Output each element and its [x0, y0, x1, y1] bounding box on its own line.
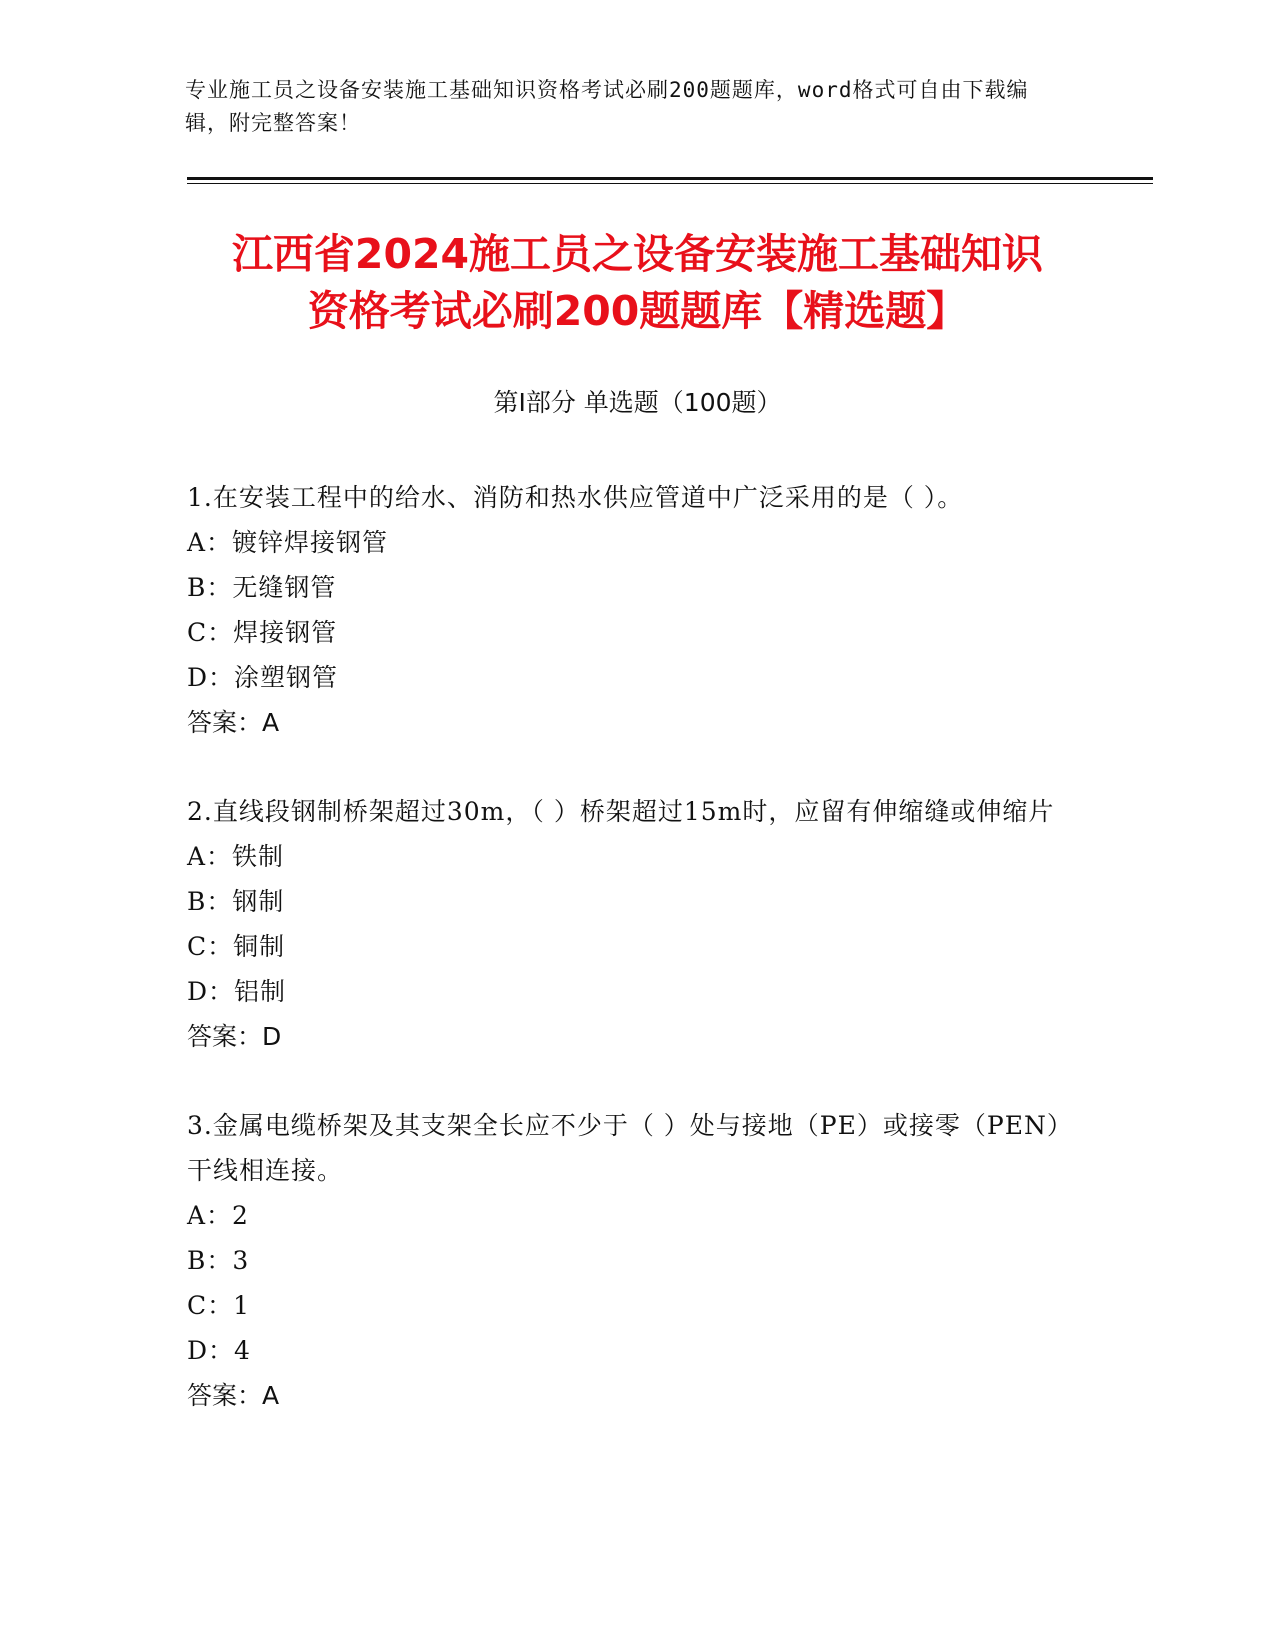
- document-title: [180, 226, 1095, 340]
- option-a: A：铁制: [187, 842, 285, 871]
- option-a: A：镀锌焊接钢管: [187, 528, 389, 557]
- header-rule-thick: [187, 177, 1153, 180]
- answer: 答案：A: [187, 1381, 280, 1410]
- option-a: A：2: [187, 1201, 249, 1230]
- answer: 答案：D: [187, 1022, 282, 1051]
- header-rule-thin: [187, 183, 1153, 184]
- question-2: [187, 789, 1087, 1059]
- option-b: B：3: [187, 1246, 250, 1275]
- question-1: [187, 475, 1087, 745]
- option-b: B：钢制: [187, 887, 285, 916]
- question-stem: 1.在安装工程中的给水、消防和热水供应管道中广泛采用的是（ ）。: [187, 483, 964, 512]
- question-stem: 3.金属电缆桥架及其支架全长应不少于（ ）处与接地（PE）或接零（PEN）干线相连接。: [187, 1111, 1073, 1185]
- document-title-line-1: 江西省2024施工员之设备安装施工基础知识: [231, 230, 1044, 278]
- option-d: D：4: [187, 1336, 251, 1365]
- option-b: B：无缝钢管: [187, 573, 337, 602]
- option-c: C：焊接钢管: [187, 618, 338, 647]
- option-d: D：铝制: [187, 977, 287, 1006]
- question-3: [187, 1103, 1087, 1418]
- header-note: 专业施工员之设备安装施工基础知识资格考试必刷200题题库，word格式可自由下载编辑，附完整答案！: [185, 78, 1029, 135]
- section-title: 第Ⅰ部分 单选题（100题）: [493, 388, 782, 417]
- option-c: C：1: [187, 1291, 251, 1320]
- question-stem: 2.直线段钢制桥架超过30m，（ ）桥架超过15m时，应留有伸缩缝或伸缩片: [187, 797, 1055, 826]
- answer: 答案：A: [187, 708, 280, 737]
- option-c: C：铜制: [187, 932, 286, 961]
- document-title-line-2: 资格考试必刷200题题库【精选题】: [307, 287, 968, 335]
- question-list: [187, 475, 1087, 1462]
- option-d: D：涂塑钢管: [187, 663, 339, 692]
